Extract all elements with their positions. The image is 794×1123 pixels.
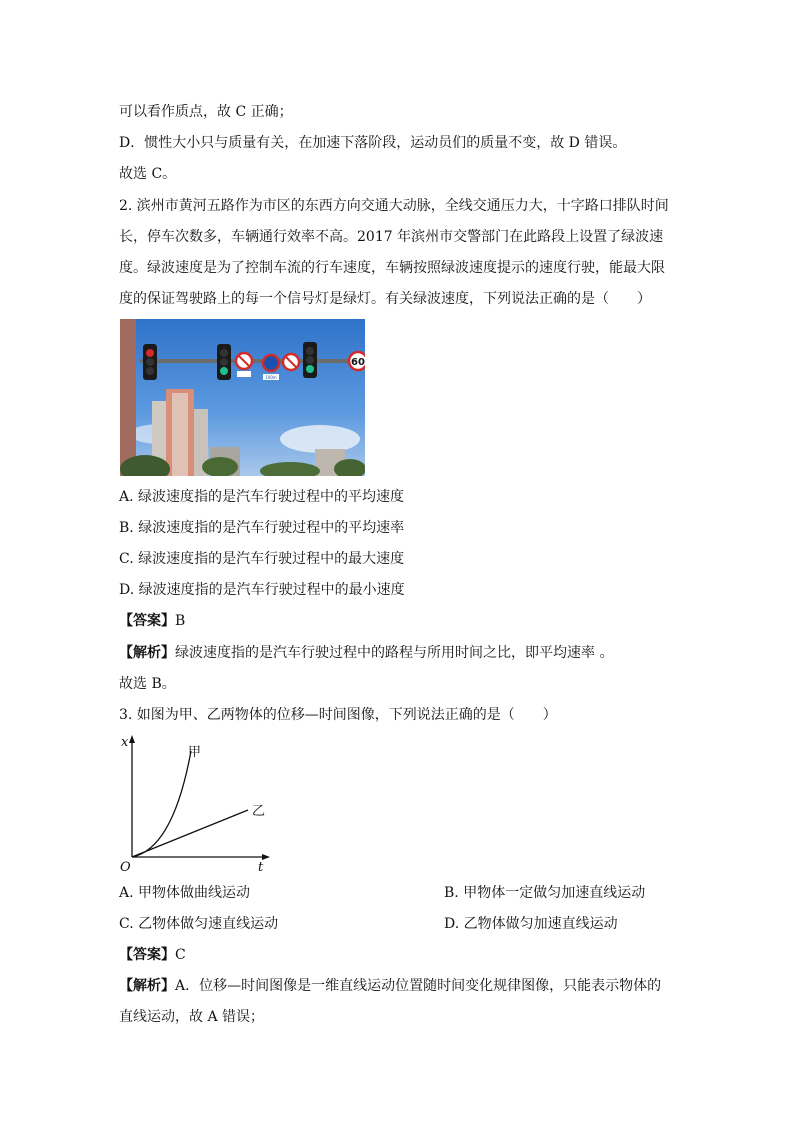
question-2-stem: 长，停车次数多，车辆通行效率不高。2017 年滨州市交警部门在此路段上设置了绿波速	[119, 229, 664, 245]
option-d: D. 绿波速度指的是汽车行驶过程中的最小速度	[119, 582, 405, 598]
traffic-light-photo	[120, 319, 365, 476]
option-b: B. 绿波速度指的是汽车行驶过程中的平均速率	[119, 520, 405, 536]
origin-label: O	[120, 860, 131, 873]
option-a: A. 绿波速度指的是汽车行驶过程中的平均速度	[119, 489, 405, 505]
text-line: 故选 C。	[119, 166, 177, 182]
y-axis-label: x	[121, 735, 129, 750]
analysis-line	[119, 643, 613, 663]
question-2-stem: 度。绿波速度是为了控制车流的行车速度，车辆按照绿波速度提示的速度行驶，能最大限	[119, 260, 665, 276]
x-axis-label: t	[258, 860, 264, 873]
question-3-stem: 3. 如图为甲、乙两物体的位移—时间图像，下列说法正确的是（ ）	[119, 707, 557, 723]
speed-limit-sign: 60	[351, 357, 365, 368]
answer-tag: 【答案】	[119, 613, 175, 629]
analysis-tag: 【解析】	[119, 645, 175, 661]
answer-line	[119, 611, 185, 631]
option-c: C. 乙物体做匀速直线运动	[119, 916, 279, 932]
analysis-text: A．位移—时间图像是一维直线运动位置随时间变化规律图像，只能表示物体的	[175, 978, 662, 994]
answer-value: C	[175, 947, 186, 963]
option-b: B. 甲物体一定做匀加速直线运动	[444, 885, 646, 901]
plate-text: 100m	[265, 375, 277, 380]
option-a: A. 甲物体做曲线运动	[119, 885, 251, 901]
text-line: D．惯性大小只与质量有关，在加速下落阶段，运动员们的质量不变，故 D 错误。	[119, 135, 627, 151]
curve-a-label: 甲	[188, 745, 202, 760]
option-c: C. 绿波速度指的是汽车行驶过程中的最大速度	[119, 551, 405, 567]
curve-b-label: 乙	[252, 804, 266, 819]
analysis-line-2: 直线运动，故 A 错误；	[119, 1009, 265, 1025]
answer-line	[119, 945, 186, 965]
option-d: D. 乙物体做匀加速直线运动	[444, 916, 618, 932]
question-2-stem: 2. 滨州市黄河五路作为市区的东西方向交通大动脉，全线交通压力大，十字路口排队时间	[119, 198, 669, 214]
analysis-tag: 【解析】	[119, 978, 175, 994]
answer-tag: 【答案】	[119, 947, 175, 963]
position-time-graph	[118, 733, 278, 873]
analysis-text: 绿波速度指的是汽车行驶过程中的路程与所用时间之比，即平均速率 。	[175, 645, 614, 661]
answer-value: B	[175, 613, 186, 629]
question-2-stem: 度的保证驾驶路上的每一个信号灯是绿灯。有关绿波速度，下列说法正确的是（ ）	[119, 291, 651, 307]
text-line: 可以看作质点，故 C 正确；	[119, 104, 293, 120]
analysis-line	[119, 976, 661, 996]
conclusion-line: 故选 B。	[119, 676, 176, 692]
